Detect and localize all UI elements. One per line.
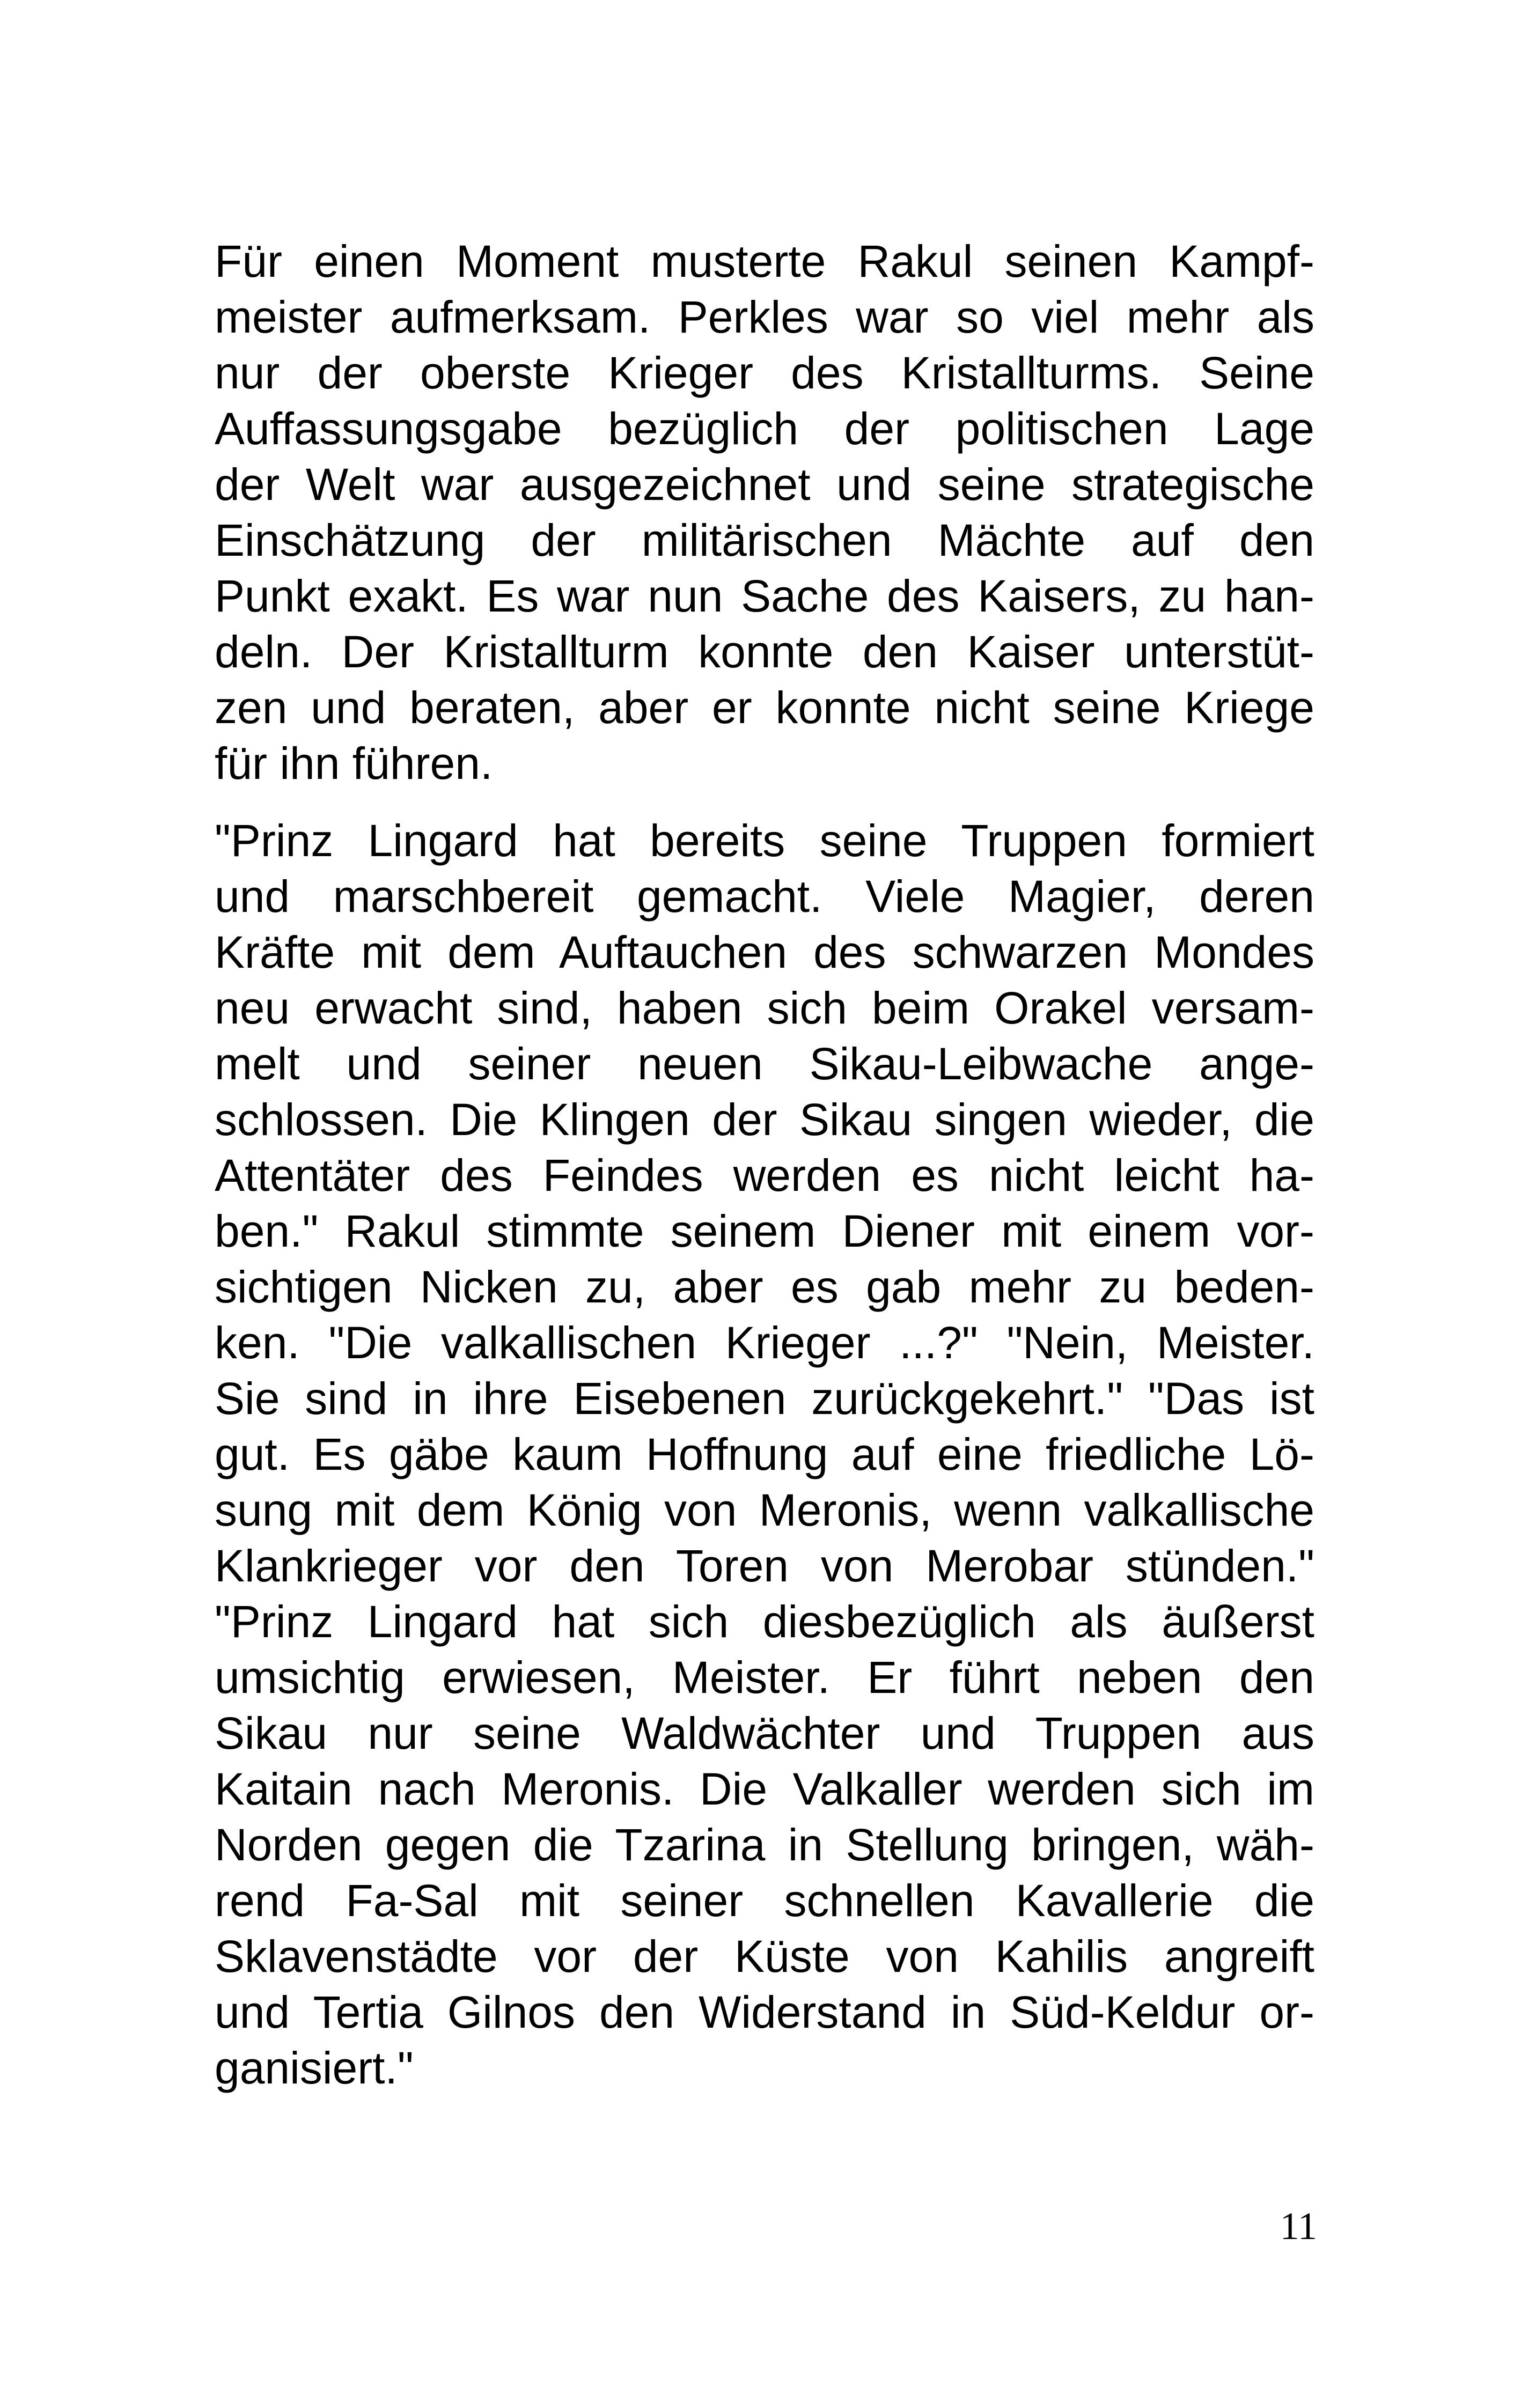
text-line: "Prinz Lingard hat bereits seine Truppen formiert (215, 815, 1314, 866)
text-line: umsichtig erwiesen, Meister. Er führt neben den (215, 1652, 1314, 1703)
text-line: und marschbereit gemacht. Viele Magier, deren (215, 871, 1314, 922)
text-line: zen und beraten, aber er konnte nicht seine Kriege (215, 682, 1314, 733)
text-line: meister aufmerksam. Perkles war so viel mehr als (215, 292, 1314, 342)
text-line: schlossen. Die Klingen der Sikau singen wieder, die (215, 1094, 1314, 1145)
text-line: Sklavenstädte vor der Küste von Kahilis angreift (215, 1931, 1314, 1982)
text-line: sung mit dem König von Meronis, wenn valkallische (215, 1485, 1314, 1535)
text-line: ken. "Die valkallischen Krieger ...?" "Nein, Meister. (215, 1317, 1314, 1368)
text-line: Kaitain nach Meronis. Die Valkaller werden sich im (215, 1764, 1314, 1814)
text-line: Attentäter des Feindes werden es nicht leicht ha- (215, 1150, 1314, 1201)
body-text (215, 233, 1314, 2096)
text-line: Klankrieger vor den Toren von Merobar stünden." (215, 1541, 1314, 1591)
text-line: Für einen Moment musterte Rakul seinen Kampf- (215, 236, 1314, 286)
page-number: 11 (1280, 2205, 1317, 2248)
text-line: Kräfte mit dem Auftauchen des schwarzen Mondes (215, 927, 1314, 977)
text-line: deln. Der Kristallturm konnte den Kaiser unterstüt- (215, 627, 1314, 677)
text-line: Norden gegen die Tzarina in Stellung bringen, wäh- (215, 1820, 1314, 1870)
text-line: der Welt war ausgezeichnet und seine strategische (215, 459, 1314, 510)
text-line: neu erwacht sind, haben sich beim Orakel versam- (215, 983, 1314, 1033)
text-line: Sie sind in ihre Eisebenen zurückgekehrt." "Das ist (215, 1373, 1314, 1424)
paragraph-2 (215, 813, 1314, 2096)
text-line: rend Fa-Sal mit seiner schnellen Kavallerie die (215, 1875, 1314, 1926)
text-line: Einschätzung der militärischen Mächte auf den (215, 515, 1314, 565)
text-line: nur der oberste Krieger des Kristallturms. Seine (215, 348, 1314, 398)
text-line: Sikau nur seine Waldwächter und Truppen aus (215, 1708, 1314, 1758)
text-line: "Prinz Lingard hat sich diesbezüglich als äußerst (215, 1596, 1314, 1647)
text-line: ben." Rakul stimmte seinem Diener mit einem vor- (215, 1206, 1314, 1256)
text-line: Auffassungsgabe bezüglich der politischen Lage (215, 403, 1314, 454)
text-line: melt und seiner neuen Sikau-Leibwache ange- (215, 1039, 1314, 1089)
text-line: gut. Es gäbe kaum Hoffnung auf eine friedliche Lö- (215, 1429, 1314, 1479)
paragraph-1 (215, 233, 1314, 791)
text-line: für ihn führen. (215, 738, 493, 789)
text-line: ganisiert." (215, 2043, 414, 2093)
text-line: Punkt exakt. Es war nun Sache des Kaisers, zu han- (215, 571, 1314, 621)
text-line: sichtigen Nicken zu, aber es gab mehr zu beden- (215, 1262, 1314, 1312)
text-line: und Tertia Gilnos den Widerstand in Süd-Keldur or- (215, 1987, 1314, 2037)
